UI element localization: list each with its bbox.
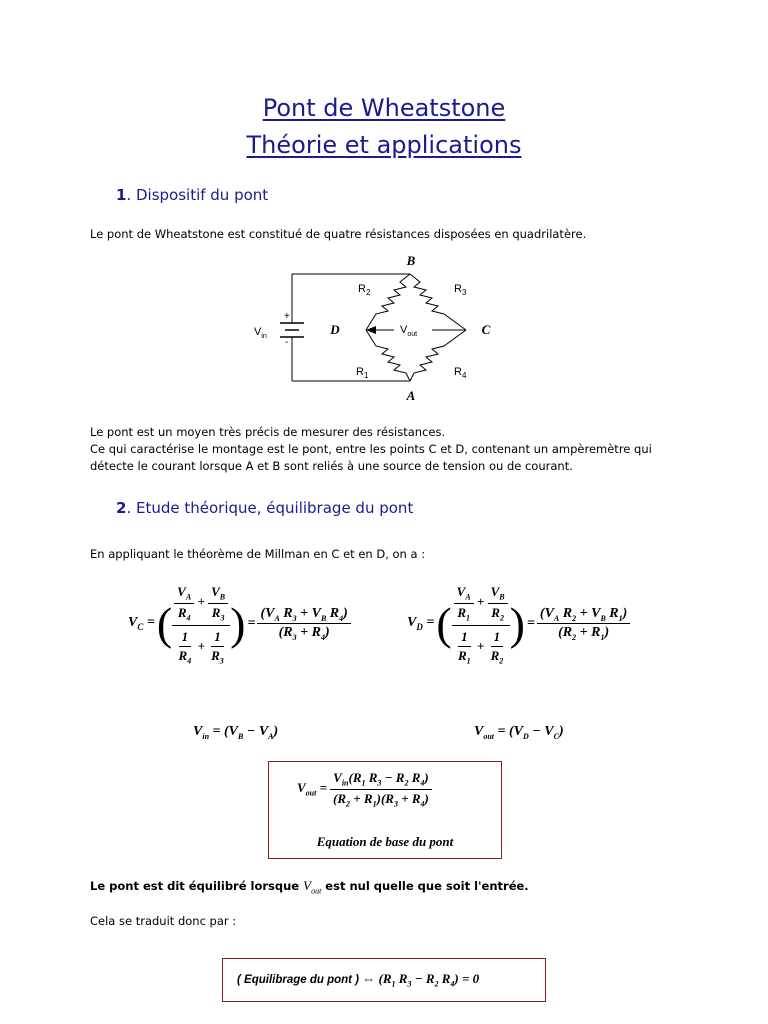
r1-label: $R_1$ bbox=[356, 366, 369, 380]
vout-formula: $V_{out}$ = $\frac{V_{in}(R_1 R_3 - R_2 R_4)}{(R_2 + R_1)(R_3 + R_4)}$ bbox=[297, 770, 432, 808]
node-c-label: C bbox=[481, 322, 491, 337]
vout-equation: $V_{out} = (V_D - V_C)$ bbox=[474, 724, 564, 741]
vout-label: $V_{out}$ bbox=[400, 324, 418, 338]
description-line: détecte le courant lorsque A et B sont reliés à une source de tension ou de courant. bbox=[90, 459, 573, 473]
intro-paragraph: Le pont de Wheatstone est constitué de quatre résistances disposées en quadrilatère. bbox=[90, 227, 587, 241]
node-d-label: D bbox=[330, 322, 340, 337]
box-caption: Equation de base du pont bbox=[316, 834, 454, 849]
page-subtitle: Théorie et applications bbox=[246, 131, 522, 159]
equilibre-statement: Le pont est dit équilibré lorsque $V_{out}$ est nul quelle que soit l'entrée. bbox=[90, 878, 529, 896]
equilibrage-box bbox=[222, 958, 546, 1002]
node-a-label: A bbox=[406, 388, 416, 403]
vd-equation: $V_D$ = ( $\frac{V_A}{R_1}$ + $\frac{V_B}{R_2}$ $\frac{1}{R_1}$ + $\frac{1}{R_2}$ ) = $\frac{(V_A R_2 + V_B R_1)}{(R_2 + R_1)}$ bbox=[407, 582, 630, 666]
cela-paragraph: Cela se traduit donc par : bbox=[90, 914, 237, 928]
description-line: Le pont est un moyen très précis de mesurer des résistances. bbox=[90, 425, 446, 439]
r4-label: $R_4$ bbox=[454, 366, 467, 380]
r2-label: $R_2$ bbox=[358, 283, 371, 297]
node-b-label: B bbox=[406, 253, 416, 268]
description-paragraph bbox=[90, 424, 690, 475]
equilibrage-formula: ( Equilibrage du pont ) ⇔ ($R_1$ $R_3 - R_2$ $R_4) = 0$ bbox=[237, 971, 480, 989]
millman-paragraph: En appliquant le théorème de Millman en C et en D, on a : bbox=[90, 547, 426, 561]
page-title: Pont de Wheatstone bbox=[262, 94, 506, 122]
base-equation-box bbox=[268, 761, 502, 859]
minus-sign: - bbox=[285, 337, 289, 348]
section-2-heading: 2. Etude théorique, équilibrage du pont bbox=[116, 499, 414, 517]
section-1-heading: 1. Dispositif du pont bbox=[116, 186, 269, 204]
vc-equation: $V_C$ = ( $\frac{V_A}{R_4}$ + $\frac{V_B}{R_3}$ $\frac{1}{R_4}$ + $\frac{1}{R_3}$ ) = $\frac{(V_A R_3 + V_B R_4)}{(R_3 + R_4)}$ bbox=[128, 582, 351, 666]
wheatstone-circuit-diagram bbox=[240, 250, 510, 410]
vin-equation: $V_{in} = (V_B - V_A)$ bbox=[193, 724, 279, 741]
vin-label: $V_{in}$ bbox=[254, 326, 267, 340]
r3-label: $R_3$ bbox=[454, 283, 467, 297]
plus-sign: + bbox=[284, 311, 290, 322]
description-line: Ce qui caractérise le montage est le pont, entre les points C et D, contenant un ampèremètre qui bbox=[90, 442, 652, 456]
